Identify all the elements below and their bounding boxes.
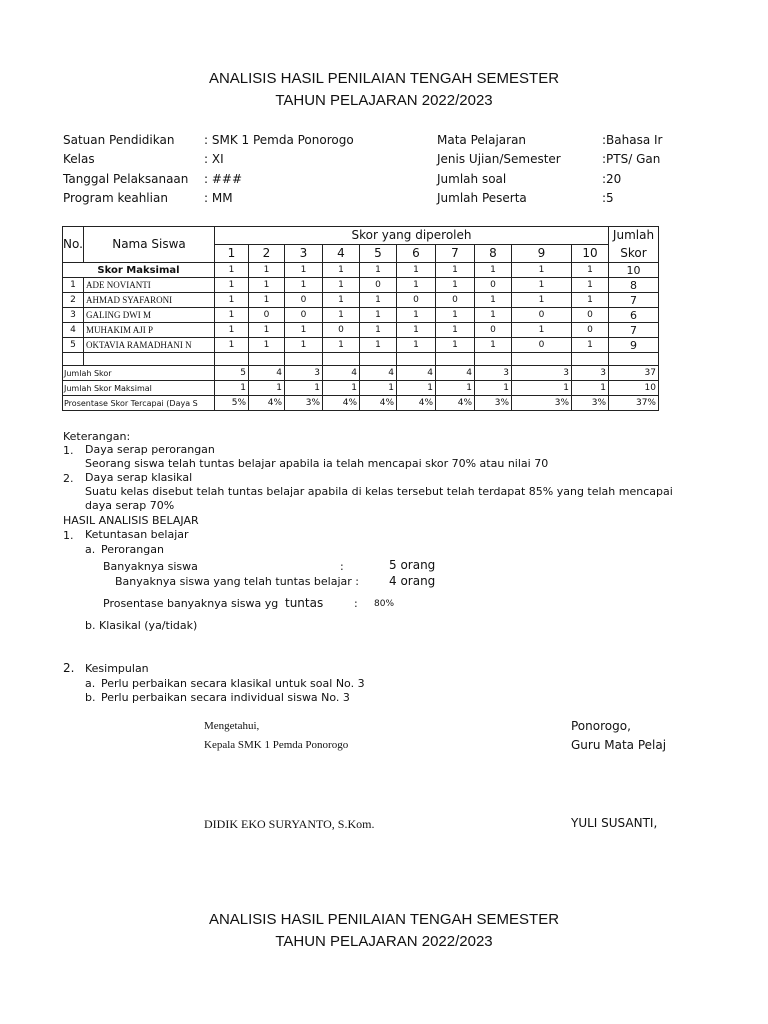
prosentase-word: tuntas (285, 596, 324, 610)
score-cell: 1 (249, 338, 285, 353)
total-cell: 10 (609, 263, 659, 278)
score-cell: 1 (215, 293, 249, 308)
summary-total: 37% (609, 396, 659, 411)
summary-cell: 5% (215, 396, 249, 411)
score-cell: 1 (285, 278, 323, 293)
score-cell: 1 (436, 263, 475, 278)
keterangan-item-text: Seorang siswa telah tuntas belajar apabila ia telah mencapai skor 70% atau nilai 70 (85, 457, 549, 470)
score-cell: 1 (360, 338, 397, 353)
student-name: AHMAD SYAFARONI (84, 293, 215, 308)
list-letter: a. (85, 543, 96, 556)
table-row (63, 323, 659, 338)
total-cell: 8 (609, 278, 659, 293)
page-subtitle: TAHUN PELAJARAN 2022/2023 (275, 92, 493, 109)
info-label: Kelas (63, 152, 95, 166)
score-cell: 0 (572, 308, 609, 323)
summary-cell: 1 (215, 381, 249, 396)
summary-cell: 4% (323, 396, 360, 411)
header-question: 2 (249, 245, 285, 263)
score-cell: 1 (512, 323, 572, 338)
sign-right-name: YULI SUSANTI, (571, 816, 658, 830)
header-name: Nama Siswa (84, 227, 215, 263)
tuntas-label: Banyaknya siswa yang telah tuntas belajar : (115, 575, 360, 588)
header-jumlah: Jumlah (609, 227, 659, 245)
table-row (63, 381, 659, 396)
list-number: 2. (63, 661, 75, 675)
summary-cell: 4% (436, 396, 475, 411)
table-row (63, 366, 659, 381)
keterangan-item-text: daya serap 70% (85, 499, 175, 512)
score-cell: 1 (249, 323, 285, 338)
sign-right-line1: Ponorogo, (571, 719, 631, 733)
summary-cell: 1 (475, 381, 512, 396)
summary-cell: 1 (323, 381, 360, 396)
header-skor: Skor yang diperoleh (215, 227, 609, 245)
score-cell: 1 (215, 323, 249, 338)
score-cell: 0 (360, 278, 397, 293)
summary-cell: 3 (285, 366, 323, 381)
info-value: : SMK 1 Pemda Ponorogo (204, 133, 354, 147)
student-name: MUHAKIM AJI P (84, 323, 215, 338)
kesimpulan-item: Perlu perbaikan secara klasikal untuk soal No. 3 (101, 677, 365, 690)
keterangan-item-title: Daya serap klasikal (85, 471, 193, 484)
header-question: 1 (215, 245, 249, 263)
row-no: 3 (63, 308, 84, 323)
summary-cell: 3 (512, 366, 572, 381)
info-value: : XI (204, 152, 224, 166)
score-cell: 0 (397, 293, 436, 308)
page-title: ANALISIS HASIL PENILAIAN TENGAH SEMESTER (208, 70, 560, 87)
summary-cell: 1 (572, 381, 609, 396)
summary-cell: 4 (323, 366, 360, 381)
score-cell: 1 (397, 263, 436, 278)
student-name: OKTAVIA RAMADHANI N (84, 338, 215, 353)
score-cell: 1 (512, 263, 572, 278)
score-cell: 0 (285, 293, 323, 308)
score-cell: 1 (436, 338, 475, 353)
score-cell: 1 (572, 263, 609, 278)
total-cell: 7 (609, 293, 659, 308)
score-cell: 1 (360, 293, 397, 308)
summary-cell: 4 (360, 366, 397, 381)
summary-total: 10 (609, 381, 659, 396)
score-cell: 1 (397, 308, 436, 323)
score-cell: 1 (397, 323, 436, 338)
info-label: Tanggal Pelaksanaan (63, 172, 189, 186)
score-cell: 1 (512, 278, 572, 293)
score-cell: 1 (572, 338, 609, 353)
summary-label: Jumlah Skor Maksimal (63, 381, 215, 396)
score-cell: 1 (323, 308, 360, 323)
score-cell: 1 (436, 308, 475, 323)
summary-cell: 3% (512, 396, 572, 411)
sign-left-line1: Mengetahui, (204, 720, 260, 732)
score-cell: 1 (397, 338, 436, 353)
score-cell: 1 (475, 308, 512, 323)
keterangan-item-text: Suatu kelas disebut telah tuntas belajar apabila di kelas tersebut telah terdapat 85% yang telah mencapai (85, 485, 673, 498)
sign-left-name: DIDIK EKO SURYANTO, S.Kom. (204, 817, 375, 831)
prosentase-label: Prosentase banyaknya siswa yg (103, 597, 279, 610)
header-skor-total: Skor (609, 245, 659, 263)
total-cell: 9 (609, 338, 659, 353)
score-cell: 1 (215, 338, 249, 353)
header-question: 3 (285, 245, 323, 263)
score-cell: 0 (323, 323, 360, 338)
summary-cell: 4 (397, 366, 436, 381)
total-cell: 7 (609, 323, 659, 338)
info-value: : ### (204, 172, 243, 186)
hasil-heading: HASIL ANALISIS BELAJAR (63, 514, 199, 527)
score-cell: 1 (475, 338, 512, 353)
score-cell: 0 (285, 308, 323, 323)
score-cell: 1 (360, 308, 397, 323)
header-question: 10 (572, 245, 609, 263)
score-cell: 1 (436, 323, 475, 338)
header-question: 7 (436, 245, 475, 263)
header-no: No. (63, 227, 84, 263)
summary-cell: 1 (512, 381, 572, 396)
table-row (63, 396, 659, 411)
score-cell: 1 (360, 323, 397, 338)
score-cell: 0 (436, 293, 475, 308)
row-no: 2 (63, 293, 84, 308)
info-label: Jumlah soal (437, 172, 507, 186)
info-label: Satuan Pendidikan (63, 133, 175, 147)
summary-cell: 3% (285, 396, 323, 411)
score-cell: 1 (323, 338, 360, 353)
info-label: Jenis Ujian/Semester (437, 152, 561, 166)
score-cell: 0 (475, 278, 512, 293)
summary-cell: 1 (436, 381, 475, 396)
tuntas-value: 4 orang (389, 574, 436, 588)
score-cell: 0 (475, 323, 512, 338)
page-title-repeat: ANALISIS HASIL PENILAIAN TENGAH SEMESTER (208, 911, 560, 928)
score-cell: 1 (360, 263, 397, 278)
summary-label: Prosentase Skor Tercapai (Daya S (63, 396, 215, 411)
perorangan-title: Perorangan (101, 543, 164, 556)
summary-cell: 3% (572, 396, 609, 411)
summary-cell: 4 (436, 366, 475, 381)
sign-left-line2: Kepala SMK 1 Pemda Ponorogo (204, 739, 349, 751)
header-question: 5 (360, 245, 397, 263)
total-cell: 6 (609, 308, 659, 323)
student-name: GALING DWI M (84, 308, 215, 323)
prosentase-colon: : (354, 597, 358, 610)
table-row (63, 353, 659, 366)
info-value: :5 (602, 191, 614, 205)
info-value: :20 (602, 172, 622, 186)
banyak-siswa-label: Banyaknya siswa (103, 560, 198, 573)
score-cell: 0 (512, 338, 572, 353)
summary-cell: 1 (285, 381, 323, 396)
info-value: : MM (204, 191, 233, 205)
summary-cell: 1 (397, 381, 436, 396)
page-subtitle-repeat: TAHUN PELAJARAN 2022/2023 (275, 933, 493, 950)
summary-cell: 4% (249, 396, 285, 411)
summary-cell: 1 (360, 381, 397, 396)
summary-cell: 4% (397, 396, 436, 411)
row-no: 4 (63, 323, 84, 338)
sign-right-line2: Guru Mata Pelaj (571, 738, 667, 752)
score-cell: 1 (249, 278, 285, 293)
table-row (63, 278, 659, 293)
score-cell: 1 (397, 278, 436, 293)
list-number: 2. (63, 472, 74, 485)
score-cell: 1 (572, 278, 609, 293)
score-cell: 1 (285, 338, 323, 353)
klasikal-title: Klasikal (ya/tidak) (99, 619, 198, 632)
summary-cell: 4 (249, 366, 285, 381)
score-cell: 1 (285, 323, 323, 338)
list-number: 1. (63, 444, 74, 457)
score-cell: 0 (249, 308, 285, 323)
table-row (63, 338, 659, 353)
info-label: Mata Pelajaran (437, 133, 527, 147)
header-question: 8 (475, 245, 512, 263)
info-label: Program keahlian (63, 191, 168, 205)
score-cell: 1 (323, 278, 360, 293)
summary-cell: 1 (249, 381, 285, 396)
score-cell: 1 (475, 263, 512, 278)
summary-total: 37 (609, 366, 659, 381)
score-cell: 0 (512, 308, 572, 323)
summary-cell: 3% (475, 396, 512, 411)
score-cell: 1 (215, 263, 249, 278)
banyak-siswa-value: 5 orang (389, 558, 436, 572)
summary-label: Jumlah Skor (63, 366, 215, 381)
score-cell: 1 (436, 278, 475, 293)
score-cell: 1 (475, 293, 512, 308)
max-label: Skor Maksimal (63, 263, 215, 278)
summary-cell: 4% (360, 396, 397, 411)
score-cell: 1 (215, 278, 249, 293)
header-question: 9 (512, 245, 572, 263)
banyak-siswa-colon: : (340, 560, 344, 573)
list-letter: a. (85, 677, 96, 690)
header-question: 6 (397, 245, 436, 263)
summary-cell: 3 (475, 366, 512, 381)
row-no: 1 (63, 278, 84, 293)
kesimpulan-item: Perlu perbaikan secara individual siswa No. 3 (101, 691, 350, 704)
info-value: :PTS/ Gan (602, 152, 661, 166)
score-cell: 0 (572, 323, 609, 338)
score-cell: 1 (249, 293, 285, 308)
score-table (62, 226, 659, 411)
table-row (63, 293, 659, 308)
score-cell: 1 (323, 293, 360, 308)
summary-cell: 5 (215, 366, 249, 381)
info-value: :Bahasa Ir (602, 133, 663, 147)
header-question: 4 (323, 245, 360, 263)
summary-cell: 3 (572, 366, 609, 381)
list-number: 1. (63, 529, 74, 542)
score-cell: 1 (285, 263, 323, 278)
score-cell: 1 (512, 293, 572, 308)
score-cell: 1 (323, 263, 360, 278)
score-cell: 1 (572, 293, 609, 308)
kesimpulan-title: Kesimpulan (85, 662, 149, 675)
list-letter: b. (85, 619, 96, 632)
row-no: 5 (63, 338, 84, 353)
keterangan-heading: Keterangan: (63, 430, 131, 443)
list-letter: b. (85, 691, 96, 704)
table-row (63, 308, 659, 323)
prosentase-value: 80% (374, 599, 395, 609)
keterangan-item-title: Daya serap perorangan (85, 443, 215, 456)
info-label: Jumlah Peserta (437, 191, 527, 205)
ketuntasan-title: Ketuntasan belajar (85, 528, 189, 541)
student-name: ADE NOVIANTI (84, 278, 215, 293)
score-cell: 1 (249, 263, 285, 278)
table-row (63, 263, 659, 278)
score-cell: 1 (215, 308, 249, 323)
